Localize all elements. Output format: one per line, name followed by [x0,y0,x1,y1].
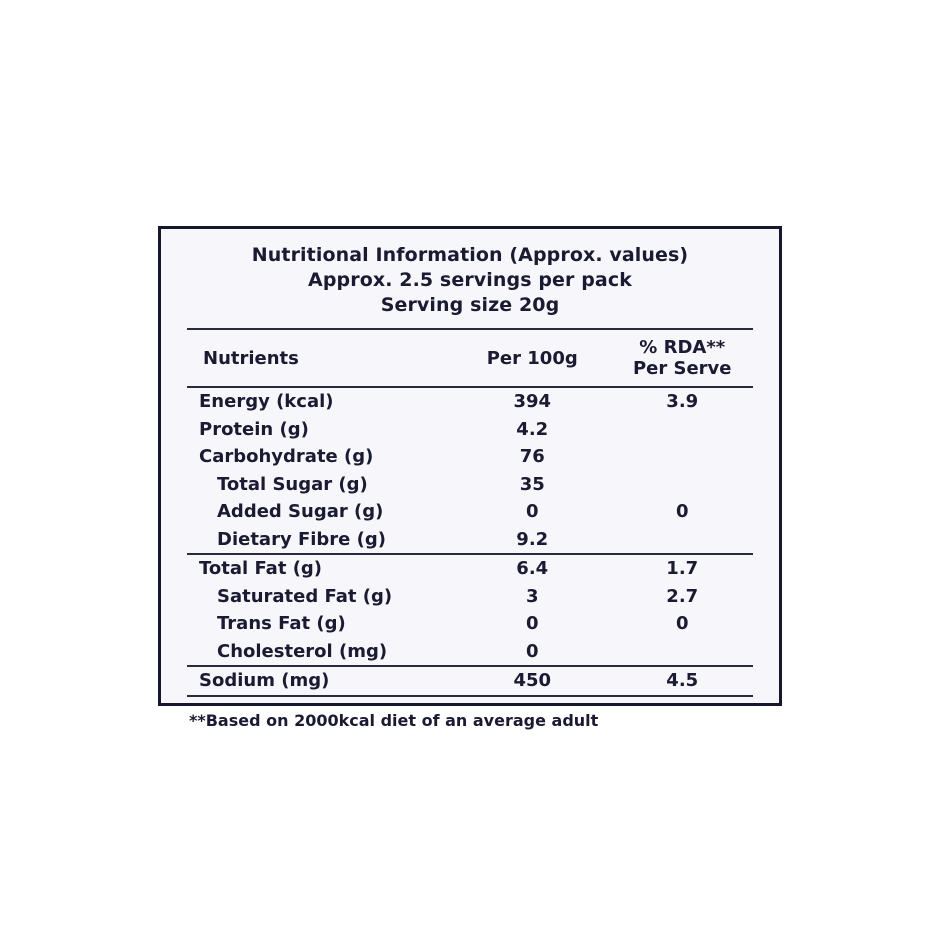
table-row [187,638,753,667]
cell-nutrient-name: Dietary Fibre (g) [217,528,386,550]
cell-nutrient-name: Added Sugar (g) [217,501,384,523]
cell-nutrient-name: Protein (g) [199,418,309,440]
cell-nutrient-name: Sodium (mg) [187,666,453,696]
cell-rda-per-serve: 0 [675,501,689,523]
cell-per-100g: 0 [525,501,539,523]
cell-per-100g: 450 [453,666,611,696]
cell-nutrient-name: Carbohydrate (g) [199,446,374,468]
cell-per-100g: 0 [525,613,539,635]
table-row [187,443,753,471]
column-header-rda-line-1: % RDA** [639,337,726,358]
nutrition-title-line-2: Approx. 2.5 servings per pack [308,269,632,291]
nutrition-heading [187,243,753,318]
cell-per-100g: 394 [513,391,552,413]
table-header-row [187,329,753,387]
cell-nutrient-name: Trans Fat (g) [217,613,346,635]
nutrition-table [187,328,753,697]
cell-rda-per-serve [611,638,753,667]
cell-per-100g: 0 [525,640,539,662]
cell-per-100g: 76 [519,446,545,468]
cell-rda-per-serve [611,526,753,555]
cell-per-100g: 6.4 [453,554,611,583]
cell-nutrient-name: Total Fat (g) [187,554,453,583]
cell-rda-per-serve [611,471,753,499]
cell-per-100g: 35 [519,473,545,495]
table-row [187,387,753,416]
nutrition-table-head [187,329,753,387]
table-row [187,498,753,526]
column-header-rda [611,329,753,387]
table-row [187,554,753,583]
cell-rda-per-serve [611,443,753,471]
nutrition-label-panel [158,226,782,730]
table-row [187,666,753,696]
cell-rda-per-serve: 4.5 [611,666,753,696]
column-header-per-100g: Per 100g [453,329,611,387]
table-row [187,416,753,444]
nutrition-title-line-3: Serving size 20g [380,294,560,316]
cell-per-100g: 4.2 [516,418,549,440]
cell-nutrient-name: Total Sugar (g) [217,473,368,495]
cell-rda-per-serve [611,416,753,444]
nutrition-footnote: **Based on 2000kcal diet of an average adult [189,710,599,730]
cell-rda-per-serve: 1.7 [611,554,753,583]
cell-nutrient-name: Energy (kcal) [199,391,334,413]
cell-per-100g: 9.2 [516,528,549,550]
column-header-nutrients: Nutrients [187,329,453,387]
cell-nutrient-name: Saturated Fat (g) [217,585,393,607]
table-row [187,610,753,638]
cell-rda-per-serve: 2.7 [666,585,699,607]
nutrition-title-line-1: Nutritional Information (Approx. values) [251,244,689,266]
cell-rda-per-serve: 3.9 [666,391,699,413]
table-row [187,471,753,499]
cell-per-100g: 3 [525,585,539,607]
nutrition-table-body [187,387,753,696]
column-header-rda-line-2: Per Serve [632,358,732,379]
table-row [187,526,753,555]
cell-nutrient-name: Cholesterol (mg) [217,640,388,662]
cell-rda-per-serve: 0 [675,613,689,635]
table-row [187,583,753,611]
